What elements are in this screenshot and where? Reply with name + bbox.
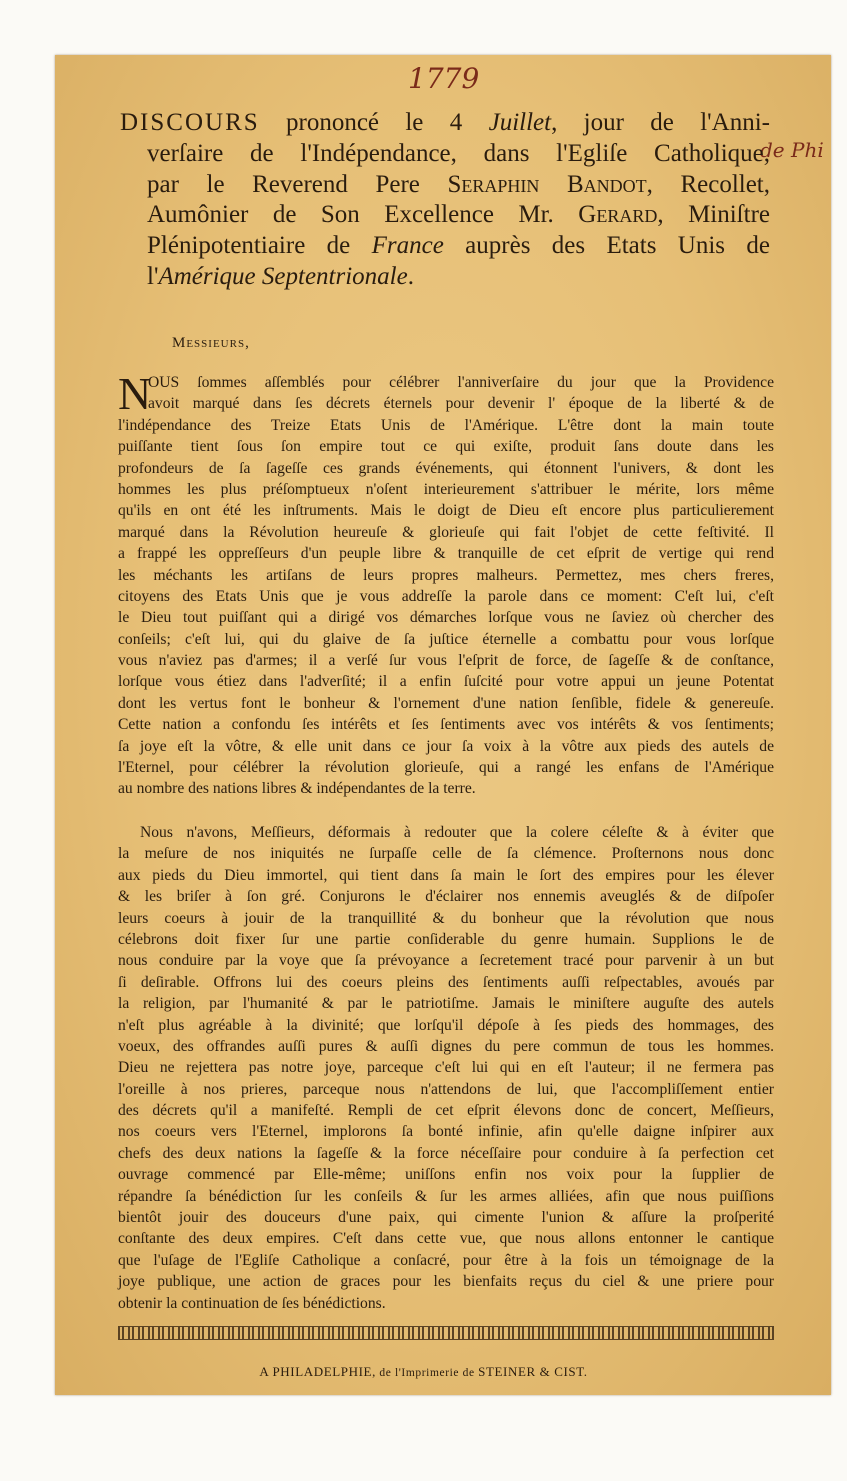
- text-line: joye publique, une action de graces pour les bienfaits reçus du ciel & une priere pour: [118, 1273, 774, 1291]
- text-line: le Dieu tout puiſſant qui a dirigé vos démarches lorſque vous ne ſaviez où chercher des: [118, 609, 774, 627]
- text-line: conſtante des deux empires. C'eſt dans cette vue, que nous allons entonner le cantique: [118, 1230, 774, 1248]
- title-name: Gerard: [578, 201, 658, 229]
- salutation: Messieurs,: [172, 335, 250, 351]
- text-line: voeux, des offrandes auſſi pures & auſſi dignes du pere commun de tous les hommes.: [118, 1037, 774, 1055]
- title-italic: France: [371, 232, 444, 260]
- text-line: ſi deſirable. Offrons lui des coeurs pleins des ſentiments auſſi reſpectables, avoués par: [118, 973, 774, 991]
- text-line: nous conduire par la voye que ſa prévoyance a ſecretement tracé pour parvenir à un but: [118, 952, 774, 970]
- imprint-line: [0, 1364, 847, 1380]
- text-line: Dieu ne rejettera pas notre joye, parceque c'eſt lui qui en eſt l'auteur; il ne fermera pas: [118, 1059, 774, 1077]
- title-italic: Juillet: [488, 109, 552, 136]
- title-text: Plénipotentiaire de: [147, 232, 372, 260]
- paragraph-1: [118, 368, 774, 800]
- text-line: répandre ſa bénédiction ſur les conſeils & ſur les armes alliées, afin que nous puiſſions: [118, 1187, 774, 1205]
- drop-cap: N: [118, 368, 152, 419]
- text-line: dont les vertus font le bonheur & l'ornement d'une nation ſenſible, fidele & genereuſe.: [118, 694, 774, 712]
- ornamental-rule: [118, 1326, 774, 1340]
- text-line: au nombre des nations libres & indépendantes de la terre.: [118, 780, 476, 798]
- title-text: Aumônier de Son Excellence Mr.: [147, 201, 579, 229]
- title-italic: Amérique Septentrionale: [158, 262, 408, 290]
- title-line: [120, 108, 770, 139]
- text-line: leurs coeurs à jouir de la tranquillité & du bonheur que la révolution que nous: [118, 909, 774, 927]
- title-text: , jour de l'Anni-: [551, 109, 770, 136]
- title-name: Seraphin Bandot: [447, 170, 647, 198]
- text-line: puiſſante tient ſous ſon empire tout ce qui exiſte, produit ſans doute dans les: [118, 438, 774, 456]
- text-line: que l'uſage de l'Egliſe Catholique a conſacré, pour être à la fois un témoignage de la: [118, 1251, 774, 1269]
- text-line: l'Eternel, pour célébrer la révolution glorieuſe, qui a rangé les enfans de l'Amérique: [118, 759, 774, 777]
- text-line: conſeils; c'eſt lui, qui du glaive de ſa juſtice éternelle a combattu pour vous lorſque: [118, 630, 774, 648]
- text-line: marqué dans la Révolution heureuſe & glorieuſe qui fait l'objet de cette feſtivité. Il: [118, 523, 774, 541]
- text-line: Cette nation a confondu ſes intérêts et ſes ſentiments avec vos intérêts & vos ſentiments;: [118, 716, 774, 734]
- imprint-city: A PHILADELPHIE,: [259, 1364, 376, 1379]
- paragraph-2: [118, 822, 774, 1314]
- text-line: chefs des deux nations la ſageſſe & la force néceſſaire pour conduire à ſa perfection cet: [118, 1144, 774, 1162]
- text-line: & les briſer à ſon gré. Conjurons le d'éclairer nos ennemis aveuglés & de diſpoſer: [118, 888, 774, 906]
- text-line: ouvrage commencé par Elle-même; uniſſons enfin nos voix pour la ſupplier de: [118, 1166, 774, 1184]
- title-text: .: [407, 262, 414, 290]
- imprint-printers: STEINER & CIST.: [478, 1364, 588, 1379]
- handwritten-year: 1779: [408, 62, 480, 95]
- text-line: bientôt jouir des douceurs d'une paix, qui cimente l'union & aſſure la proſperité: [118, 1209, 774, 1227]
- text-line: aux pieds du Dieu immortel, qui tient dans ſa main le ſort des empires pour les élever: [118, 866, 774, 884]
- text-line: a frappé les oppreſſeurs d'un peuple libre & tranquille de cet eſprit de vertige qui rend: [118, 545, 774, 563]
- text-line: nos coeurs vers l'Eternel, implorons ſa bonté infinie, afin qu'elle daigne inſpirer aux: [118, 1123, 774, 1141]
- text-line: lorſque vous étiez dans l'adverſité; il a enfin ſuſcité pour votre appui un jeune Potentat: [118, 673, 774, 691]
- text-line: profondeurs de ſa ſageſſe ces grands événements, qui étonnent l'univers, & dont les: [118, 459, 774, 477]
- text-line: la meſure de nos iniquités ne ſurpaſſe celle de ſa clémence. Proſternons nous donc: [118, 845, 774, 863]
- text-line: ſa joye eſt la vôtre, & elle unit dans ce jour ſa voix à la vôtre aux pieds des autels de: [118, 737, 774, 755]
- text-line: l'oreille à nos prieres, parceque nous n'attendons de lui, que l'accompliſſement entier: [118, 1080, 774, 1098]
- text-line: Nous n'avons, Meſſieurs, déformais à redouter que la colere céleſte & à éviter que: [140, 824, 774, 841]
- text-line: n'eſt plus agréable à la divinité; que lorſqu'il dépoſe à ſes pieds des hommages, des: [118, 1016, 774, 1034]
- title-text: par le Reverend Pere: [147, 170, 448, 198]
- text-line: qu'ils en ont été les inſtruments. Mais le doigt de Dieu eſt encore plus particulierement: [118, 502, 774, 520]
- title-line: [120, 200, 770, 231]
- title-text: , Recollet,: [646, 170, 770, 198]
- title-text: , Miniſtre: [657, 201, 770, 229]
- text-line: l'indépendance des Treize Etats Unis de l'Amérique. L'être dont la main toute: [118, 416, 774, 434]
- text-line: hommes les plus préſomptueux n'oſent interieurement s'attribuer le mérite, lors même: [118, 480, 774, 498]
- imprint-text: de l'Imprimerie de: [375, 1367, 479, 1379]
- text-line: avoit marqué dans ſes décrets éternels pour devenir l' époque de la liberté & de: [148, 395, 774, 413]
- text-line: la religion, par l'humanité & par le patriotiſme. Jamais le miniſtere auguſte des autels: [118, 995, 774, 1013]
- text-line: obtenir la continuation de ſes bénédictions.: [118, 1294, 386, 1312]
- title-discours: DISCOURS: [120, 109, 260, 136]
- handwritten-margin-note: de Phi: [760, 138, 824, 162]
- document-title: [120, 108, 770, 293]
- title-line: [120, 262, 770, 293]
- title-line: [120, 231, 770, 262]
- text-line: vous n'aviez pas d'armes; il a verſé ſur vous l'eſprit de force, de ſageſſe & de conſtance,: [118, 652, 774, 670]
- title-text: prononcé le 4: [259, 109, 489, 136]
- text-line: citoyens des Etats Unis que je vous addreſſe la parole dans ce moment: C'eſt lui, c'eſt: [118, 587, 774, 605]
- text-line: des décrets qu'il a manifeſté. Rempli de cet eſprit élevons donc de concert, Meſſieurs,: [118, 1102, 774, 1120]
- title-line: [120, 170, 770, 201]
- title-text: auprès des Etats Unis de: [443, 232, 770, 260]
- title-line: verſaire de l'Indépendance, dans l'Egliſe Catholique,: [147, 139, 770, 167]
- text-line: OUS ſommes aſſemblés pour célébrer l'anniverſaire du jour que la Providence: [148, 374, 774, 391]
- text-line: les méchants les artiſans de leurs propres malheurs. Permettez, mes chers freres,: [118, 566, 774, 584]
- title-text: l': [147, 262, 159, 290]
- text-line: célebrons doit fixer ſur une partie conſiderable du genre humain. Supplions le de: [118, 930, 774, 948]
